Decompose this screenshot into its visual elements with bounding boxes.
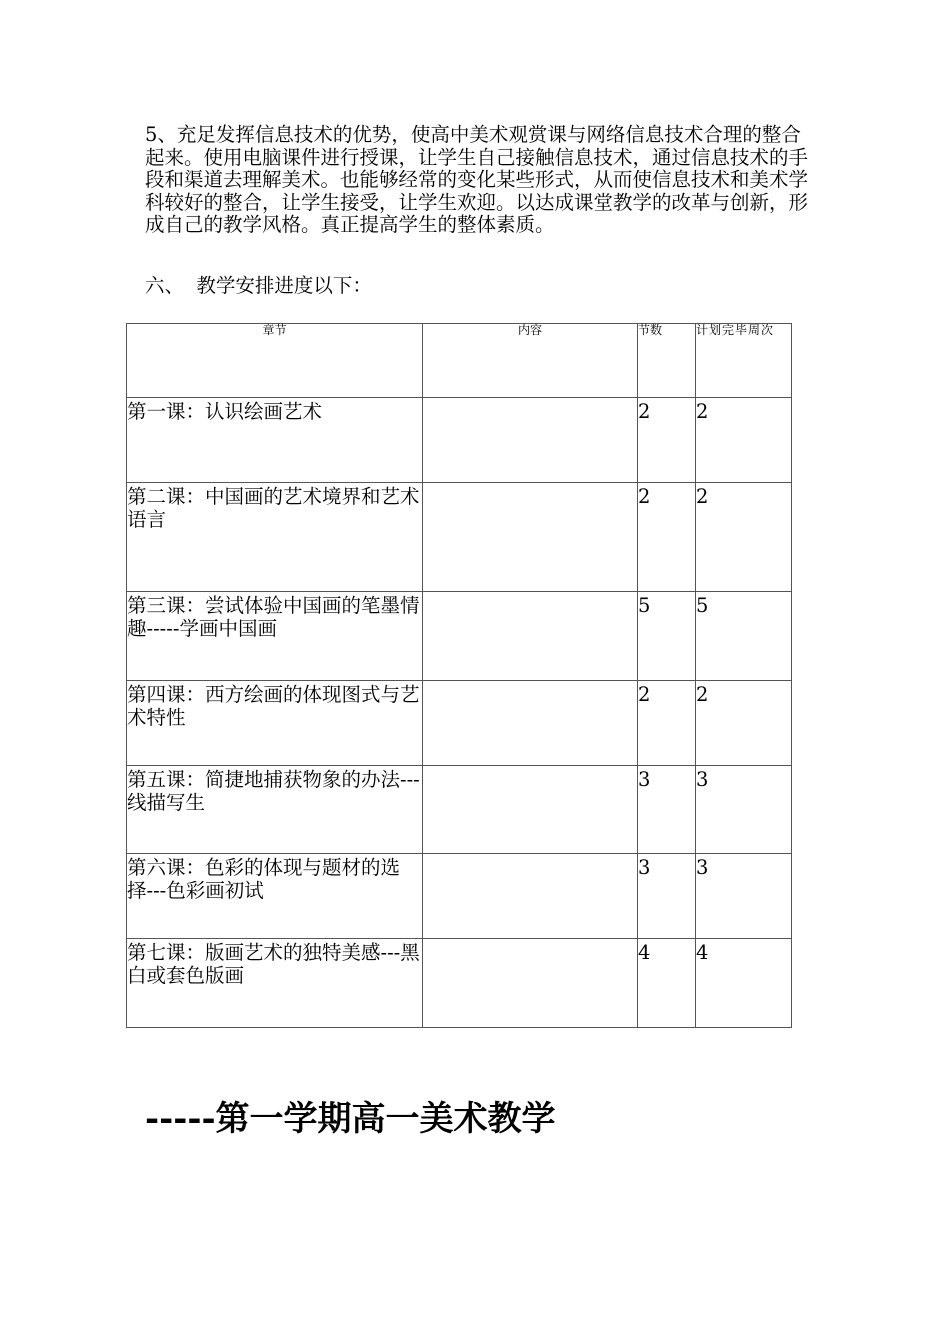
table-header-row (127, 324, 792, 398)
chapter-cell: 第二课：中国画的艺术境界和艺术语言 (127, 483, 423, 592)
header-lessons: 节数 (638, 324, 696, 398)
table-row (127, 592, 792, 681)
lessons-cell: 3 (638, 766, 696, 854)
content-cell (423, 766, 638, 854)
content-cell (423, 398, 638, 483)
weeks-cell: 2 (696, 681, 792, 766)
table-row (127, 766, 792, 854)
lessons-cell: 2 (638, 398, 696, 483)
weeks-cell: 5 (696, 592, 792, 681)
content-cell (423, 854, 638, 939)
lessons-cell: 4 (638, 939, 696, 1028)
footer-title: -----第一学期高一美术教学 (145, 1099, 556, 1139)
weeks-cell: 4 (696, 939, 792, 1028)
schedule-table (126, 323, 792, 1028)
table-row (127, 681, 792, 766)
table-row (127, 939, 792, 1028)
lessons-cell: 2 (638, 681, 696, 766)
lessons-cell: 3 (638, 854, 696, 939)
header-chapter: 章节 (127, 324, 423, 398)
content-cell (423, 483, 638, 592)
content-cell (423, 681, 638, 766)
chapter-cell: 第六课：色彩的体现与题材的选择---色彩画初试 (127, 854, 423, 939)
table-row (127, 398, 792, 483)
lessons-cell: 2 (638, 483, 696, 592)
table-row (127, 854, 792, 939)
chapter-cell: 第一课：认识绘画艺术 (127, 398, 423, 483)
content-cell (423, 939, 638, 1028)
content-cell (423, 592, 638, 681)
header-content: 内容 (423, 324, 638, 398)
lessons-cell: 5 (638, 592, 696, 681)
weeks-cell: 3 (696, 854, 792, 939)
table-row (127, 483, 792, 592)
body-paragraph: 5、充足发挥信息技术的优势，使高中美术观赏课与网络信息技术合理的整合起来。使用电脑课件进行授课，让学生自己接触信息技术，通过信息技术的手段和渠道去理解美术。也能够经常的变化某些形式，从而使信息技术和美术学科较好的整合，让学生接受，让学生欢迎。以达成课堂教学的改革与创新，形成自己的教学风格。真正提高学生的整体素质。 (145, 123, 809, 236)
section-heading: 六、 教学安排进度以下： (145, 274, 372, 297)
chapter-cell: 第三课：尝试体验中国画的笔墨情趣-----学画中国画 (127, 592, 423, 681)
header-planned-week: 计划完毕周次 (696, 324, 792, 398)
chapter-cell: 第五课：简捷地捕获物象的办法---线描写生 (127, 766, 423, 854)
weeks-cell: 3 (696, 766, 792, 854)
weeks-cell: 2 (696, 483, 792, 592)
chapter-cell: 第四课：西方绘画的体现图式与艺术特性 (127, 681, 423, 766)
weeks-cell: 2 (696, 398, 792, 483)
chapter-cell: 第七课：版画艺术的独特美感---黑白或套色版画 (127, 939, 423, 1028)
